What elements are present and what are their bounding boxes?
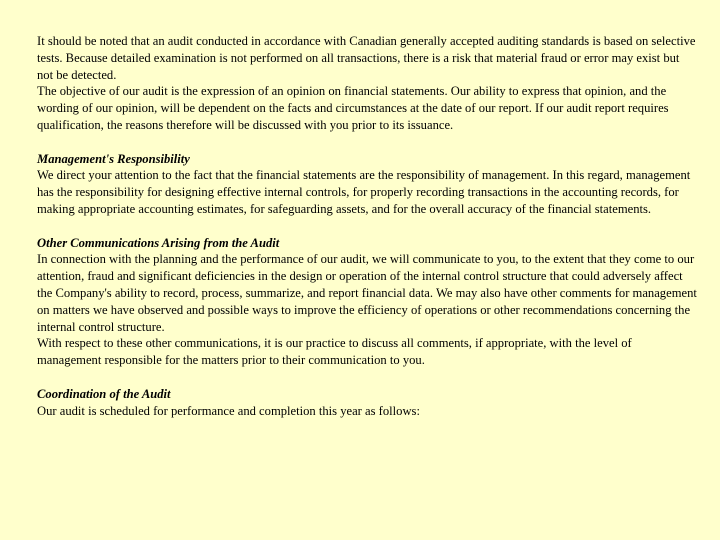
intro-paragraph-2: The objective of our audit is the expression of an opinion on financial statements. Our ability to express that opinion, and the wording of our opinion, will be dependent on the facts and circumstances at the date of our report. If our audit report requires qualification, the reasons therefore will be discussed with you prior to its issuance. — [37, 84, 669, 132]
section-spacer — [37, 134, 697, 151]
coordination-heading: Coordination of the Audit — [37, 386, 171, 401]
coordination-paragraph: Our audit is scheduled for performance and completion this year as follows: — [37, 403, 420, 418]
section-spacer — [37, 218, 697, 235]
other-communications-paragraph-2: With respect to these other communications, it is our practice to discuss all comments, if appropriate, with the level of management responsible for the matters prior to their communication to you. — [37, 336, 632, 368]
document-body — [37, 33, 697, 419]
intro-paragraph-1: It should be noted that an audit conducted in accordance with Canadian generally accepted auditing standards is based on selective tests. Because detailed examination is not performed on all transactions, there is a risk that material fraud or error may exist but not be detected. — [37, 34, 696, 82]
management-responsibility-heading: Management's Responsibility — [37, 151, 190, 166]
other-communications-paragraph-1: In connection with the planning and the performance of our audit, we will communicate to you, to the extent that they come to our attention, fraud and significant deficiencies in the design or operation of the internal control structure that could adversely affect the Company's ability to record, process, summarize, and report financial data. We may also have other comments for management on matters we have observed and possible ways to improve the efficiency of operations or other recommendations concerning the internal control structure. — [37, 252, 697, 334]
other-communications-heading: Other Communications Arising from the Audit — [37, 235, 280, 250]
section-spacer — [37, 369, 697, 386]
management-responsibility-paragraph: We direct your attention to the fact that the financial statements are the responsibility of management. In this regard, management has the responsibility for designing effective internal controls, for properly recording transactions in the accounting records, for making appropriate accounting estimates, for safeguarding assets, and for the overall accuracy of the financial statements. — [37, 168, 691, 216]
